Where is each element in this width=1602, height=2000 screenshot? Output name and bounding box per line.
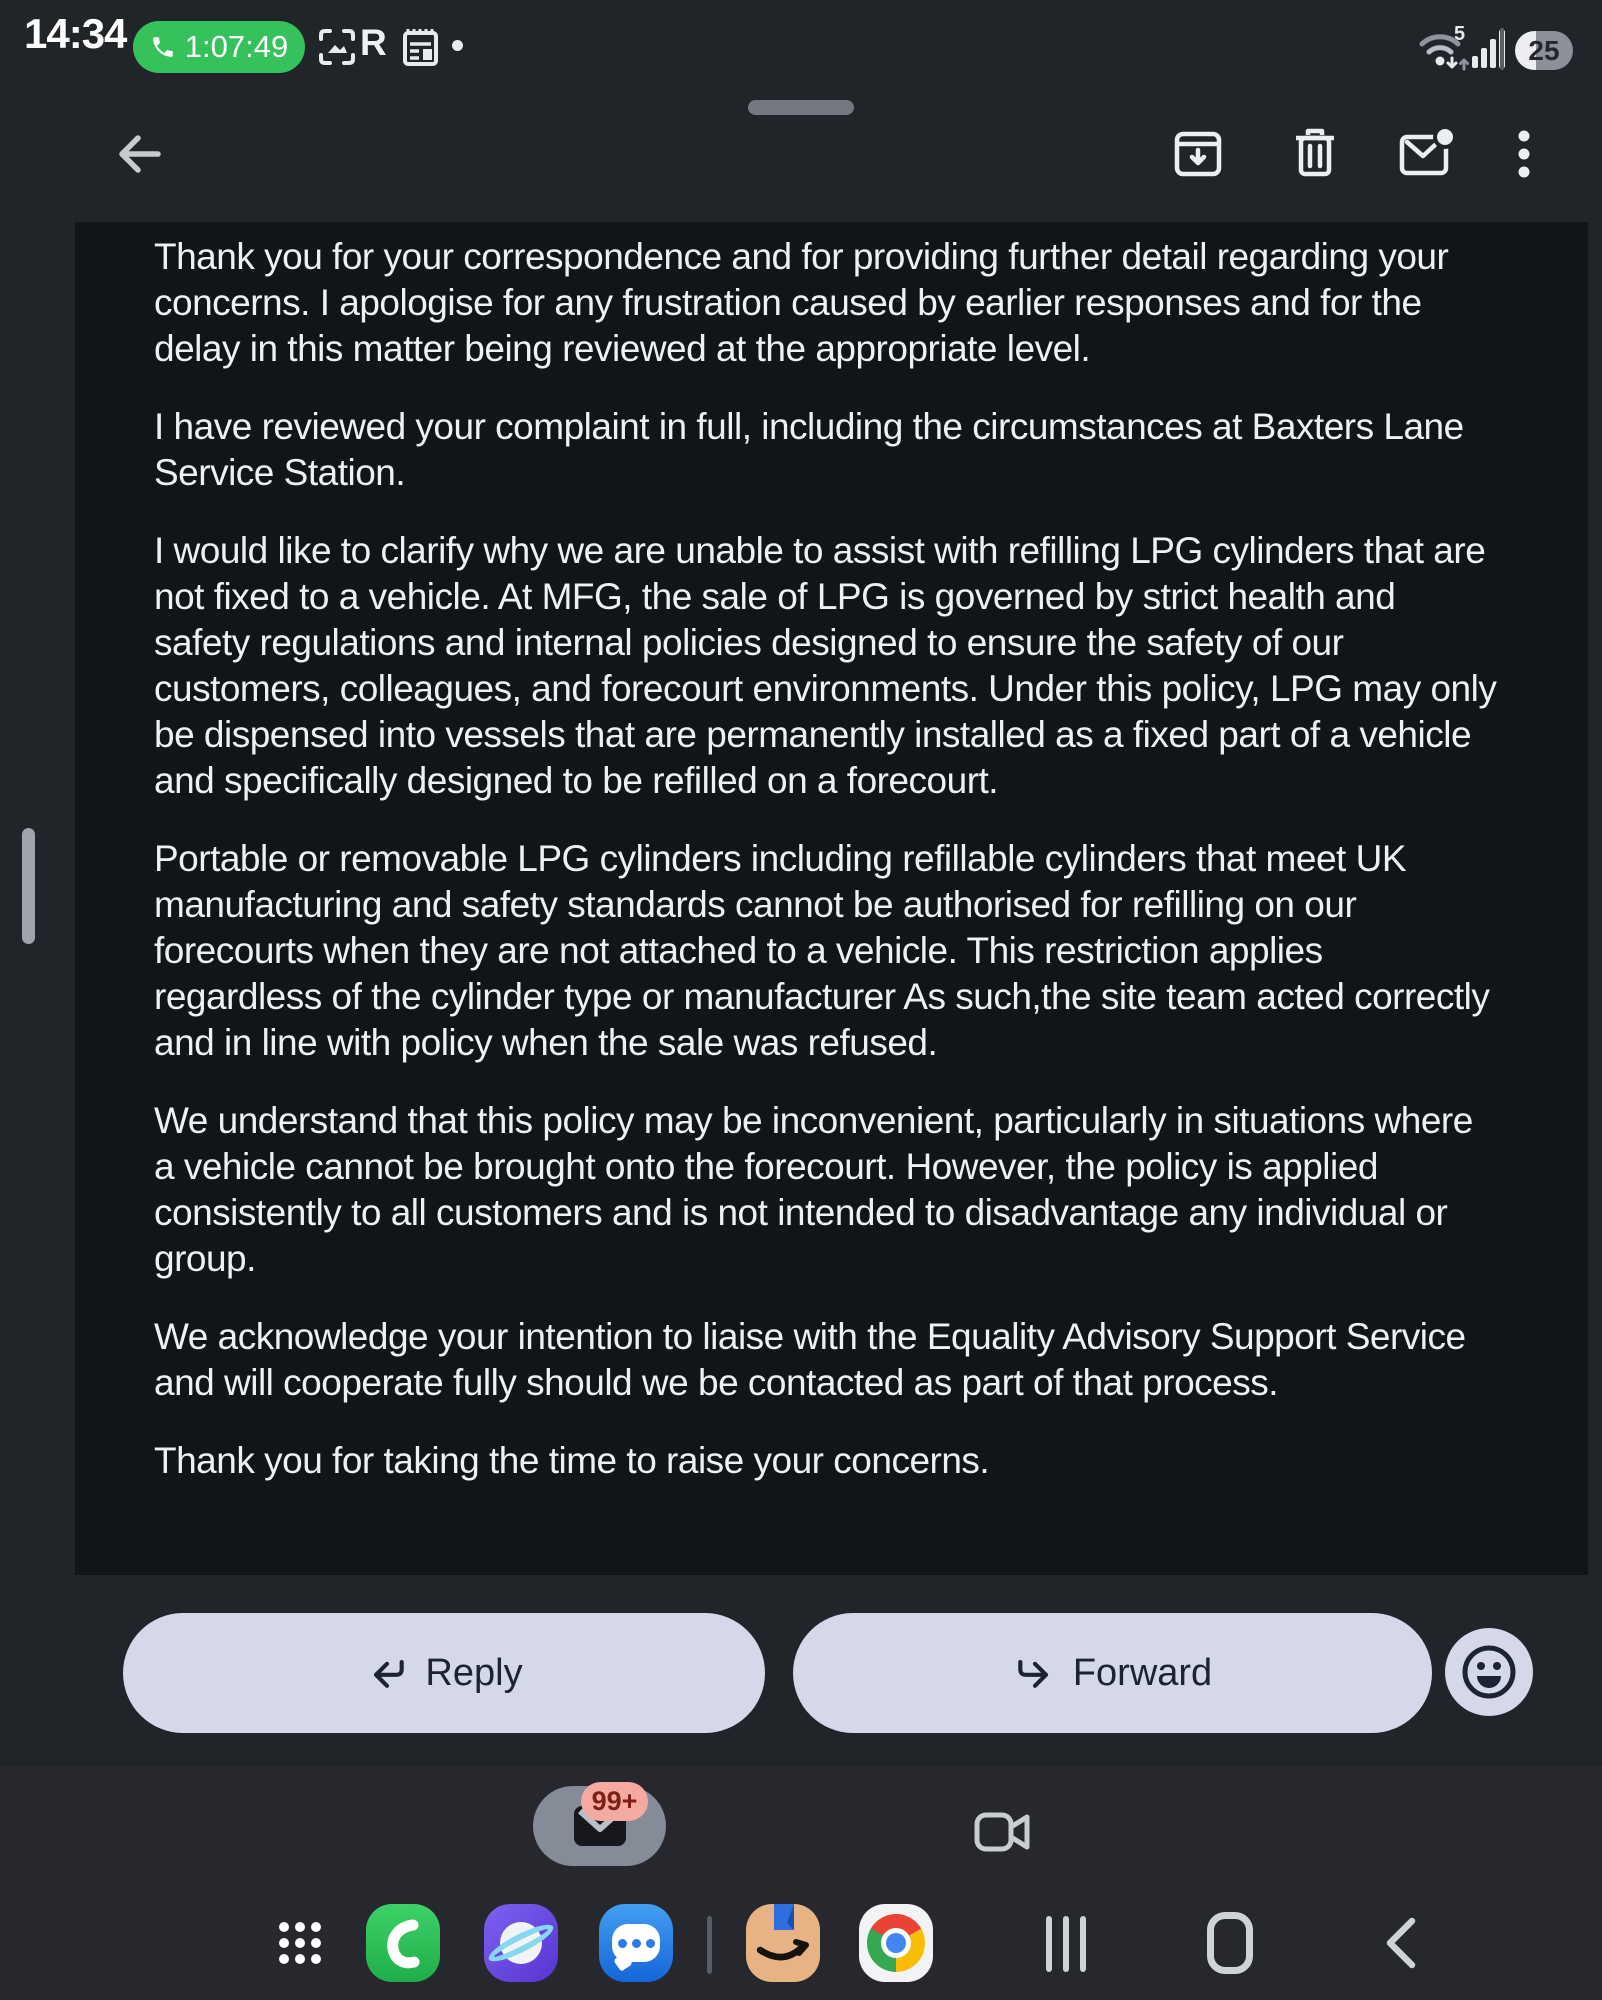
forward-button[interactable] — [793, 1613, 1432, 1733]
messages-app-icon[interactable] — [599, 1904, 673, 1982]
email-paragraph: I have reviewed your complaint in full, including the circumstances at Baxters Lane Service Station. — [154, 406, 1464, 493]
planet-icon — [498, 1920, 544, 1966]
drag-handle[interactable] — [748, 100, 854, 115]
edge-panel-handle[interactable] — [22, 828, 35, 944]
ongoing-call-pill[interactable] — [133, 21, 305, 73]
overflow-menu-icon[interactable] — [1516, 128, 1532, 180]
email-paragraph: Thank you for your correspondence and for providing further detail regarding your concerns. I apologise for any frustration caused by earlier responses and for the delay in this matter being reviewed at the appropriate level. — [154, 236, 1449, 369]
recents-nav-icon[interactable] — [1046, 1916, 1052, 1972]
apps-grid-icon[interactable] — [278, 1921, 322, 1965]
reply-arrow-icon — [365, 1651, 409, 1695]
reply-label: Reply — [425, 1651, 523, 1694]
email-paragraph: Thank you for taking the time to raise your concerns. — [154, 1440, 990, 1481]
samsung-internet-icon[interactable] — [484, 1904, 558, 1982]
recents-nav-icon[interactable] — [1063, 1916, 1069, 1972]
chrome-logo-icon — [867, 1914, 925, 1972]
email-paragraph: We acknowledge your intention to liaise with the Equality Advisory Support Service and will cooperate fully should we be contacted as part of that process. — [154, 1316, 1466, 1403]
email-paragraph: Portable or removable LPG cylinders including refillable cylinders that meet UK manufacturing and safety standards cannot be authorised for refilling on our forecourts when they are not attached to a vehicle. This restriction applies regardless of the cylinder type or manufacturer As such,the site team acted correctly and in line with policy when the sale was refused. — [154, 838, 1490, 1063]
notification-dot-icon — [452, 40, 463, 51]
phone-app-icon[interactable] — [366, 1904, 440, 1982]
archive-icon[interactable] — [1172, 128, 1224, 180]
reply-button[interactable] — [123, 1613, 765, 1733]
emoji-icon — [1460, 1643, 1518, 1701]
delete-icon[interactable] — [1289, 126, 1341, 180]
chat-bubble-icon — [612, 1924, 660, 1962]
forward-arrow-icon — [1013, 1651, 1057, 1695]
forward-label: Forward — [1072, 1651, 1213, 1694]
sim-slot-indicator-icon — [1500, 28, 1504, 70]
email-paragraph: I would like to clarify why we are unable to assist with refilling LPG cylinders that are not fixed to a vehicle. At MFG, the sale of LPG is governed by strict health and safety regulations and internal policies designed to ensure the safety of our customers, colleagues, and forecourt environments. Under this policy, LPG may only be dispensed into vessels that are permanently installed as a fixed part of a vehicle and specifically designed to be refilled on a forecourt. — [154, 530, 1497, 801]
battery-percent: 25 — [1528, 34, 1560, 66]
unread-count-badge — [581, 1782, 648, 1821]
screenshot-icon — [316, 26, 358, 68]
call-duration: 1:07:49 — [184, 29, 289, 64]
news-icon — [400, 26, 440, 68]
back-arrow-icon[interactable] — [112, 126, 168, 182]
home-nav-icon[interactable] — [1207, 1912, 1253, 1974]
wifi-5g-icon — [1416, 22, 1474, 76]
r-app-icon: R — [360, 22, 387, 63]
recents-nav-icon[interactable] — [1080, 1916, 1086, 1972]
chrome-app-icon[interactable] — [859, 1904, 933, 1982]
badge-text: 99+ — [591, 1786, 638, 1816]
emoji-button[interactable] — [1445, 1628, 1533, 1716]
amazon-app-icon[interactable] — [746, 1904, 820, 1982]
svg-text:5: 5 — [1454, 23, 1466, 45]
back-nav-icon[interactable] — [1378, 1913, 1422, 1973]
video-camera-icon[interactable] — [973, 1808, 1033, 1856]
status-time: 14:34 — [24, 10, 127, 57]
phone-icon — [150, 34, 176, 60]
battery-icon — [1515, 31, 1573, 70]
email-paragraph: We understand that this policy may be inconvenient, particularly in situations where a vehicle cannot be brought onto the forecourt. However, the policy is applied consistently to all customers and is not intended to disadvantage any individual or group. — [154, 1100, 1473, 1279]
email-body[interactable] — [75, 222, 1588, 1575]
dock-divider — [707, 1916, 712, 1974]
mark-unread-icon[interactable] — [1399, 128, 1455, 178]
